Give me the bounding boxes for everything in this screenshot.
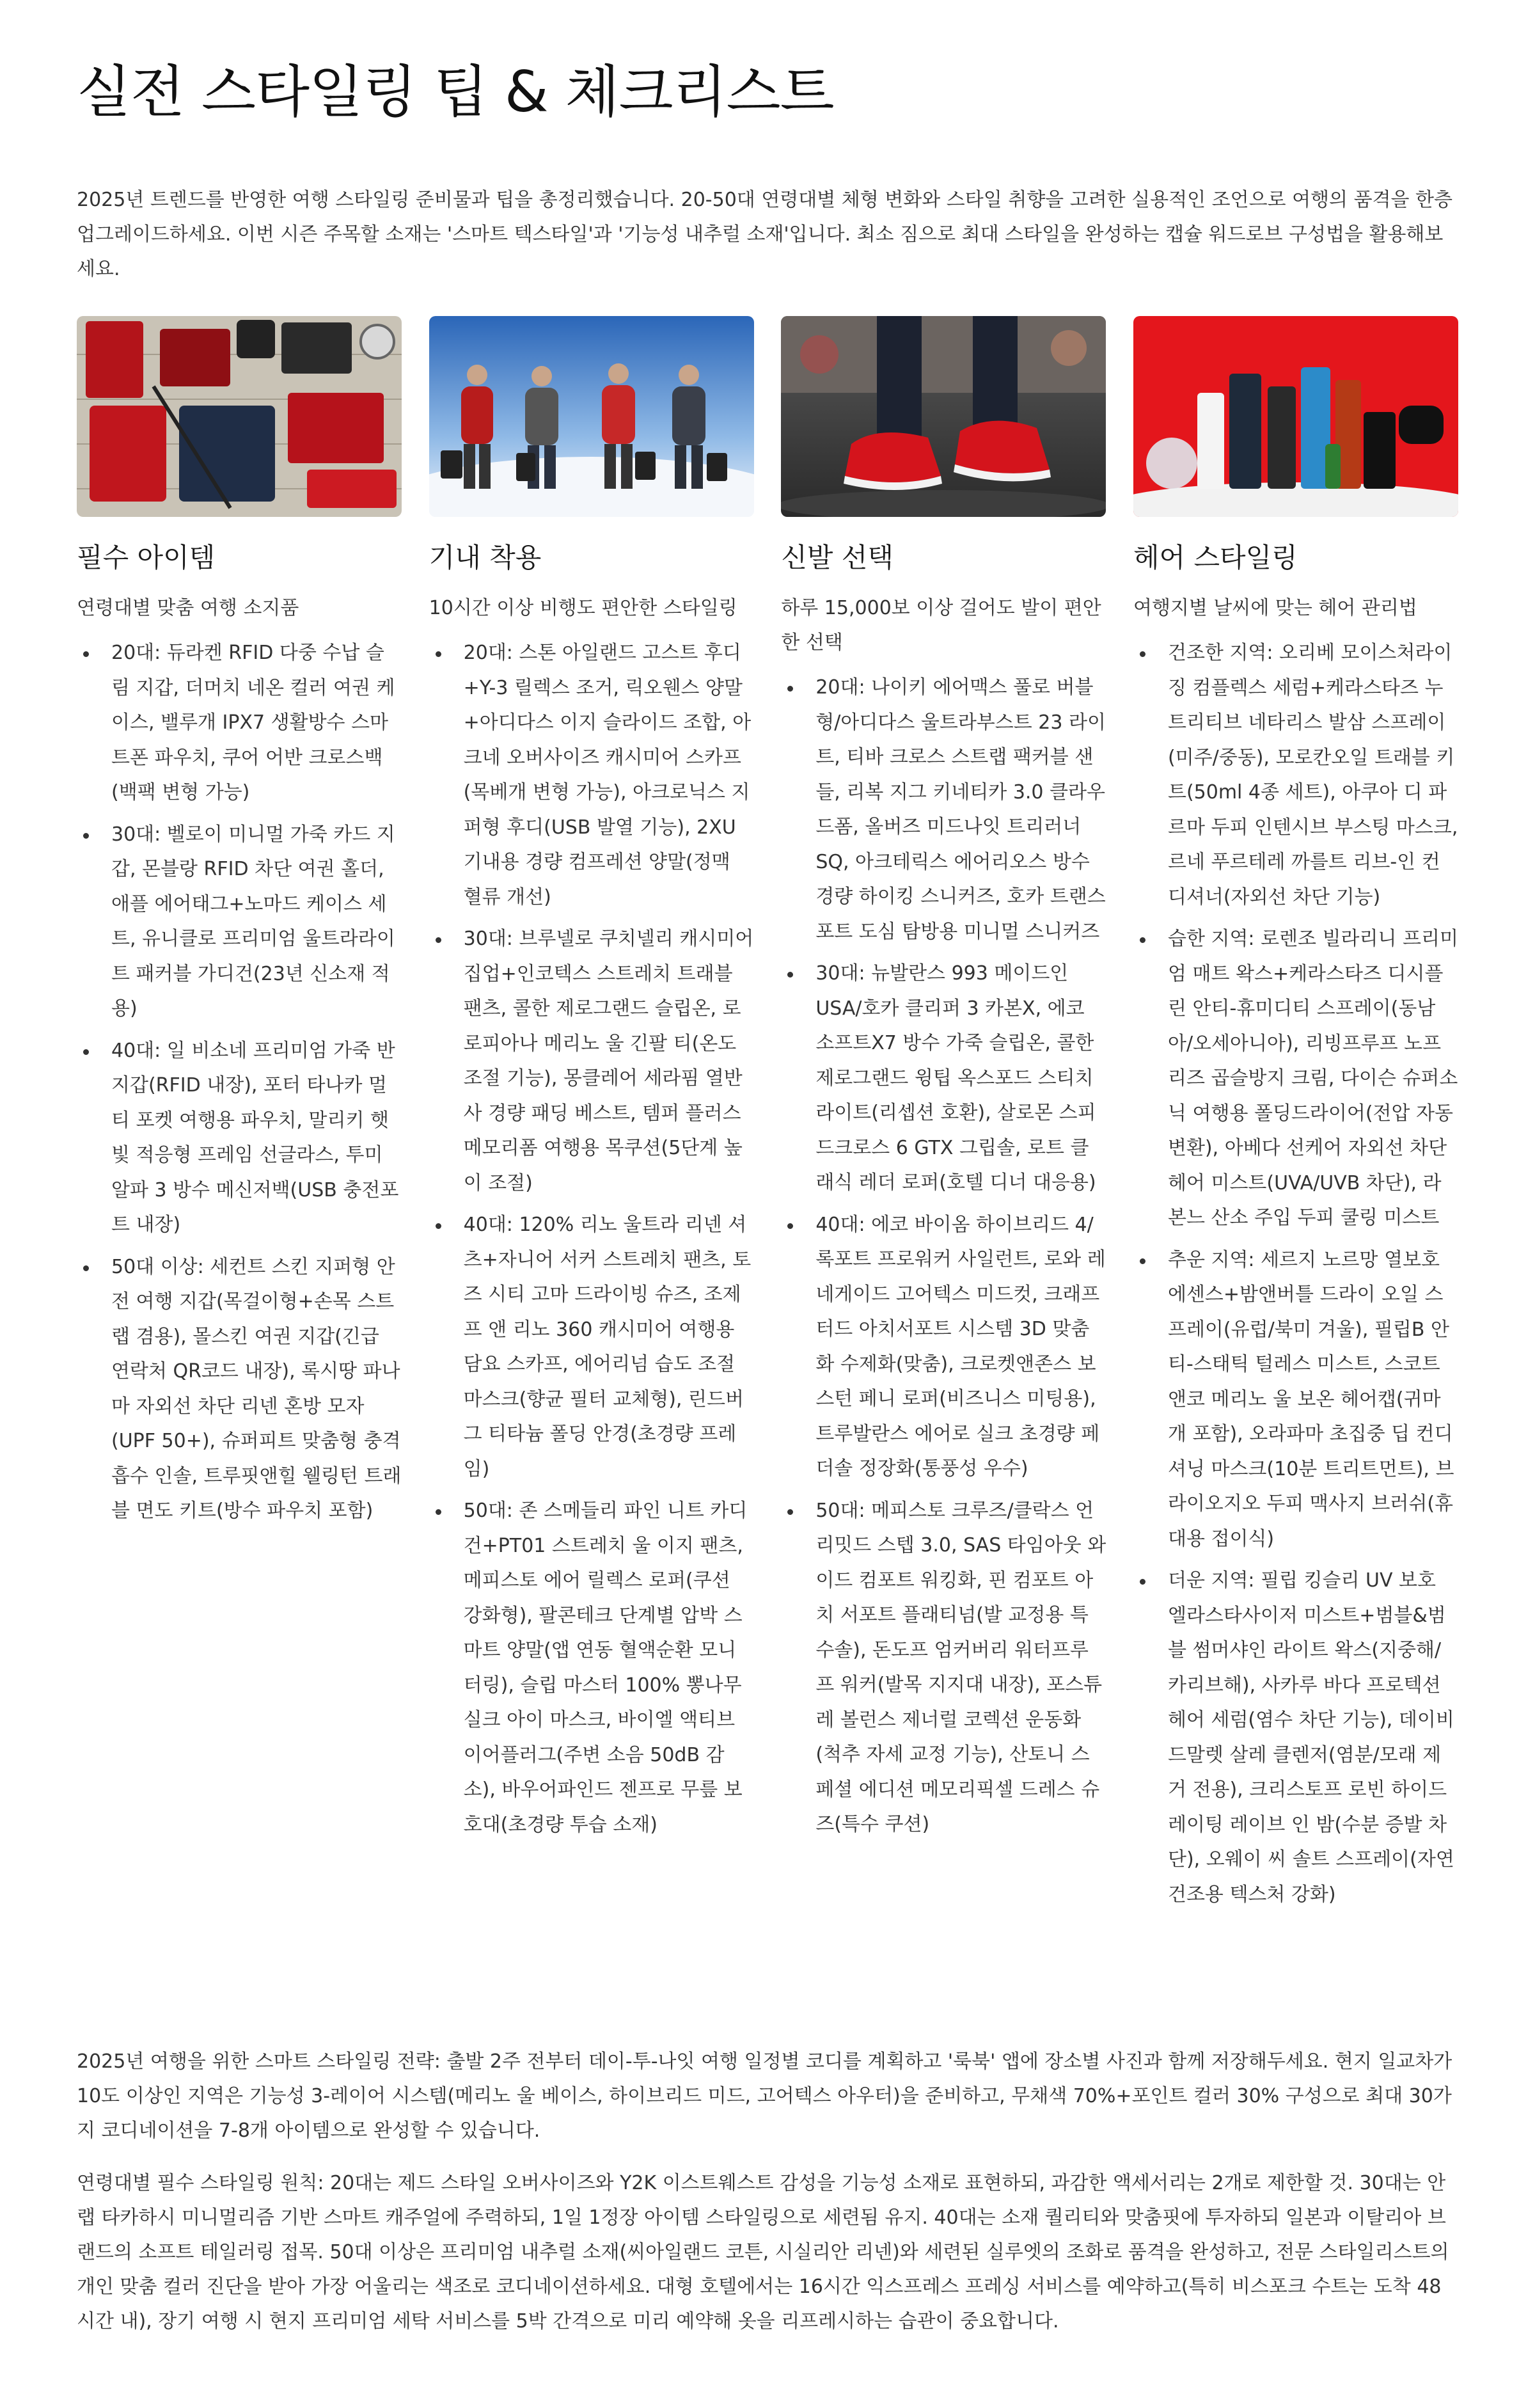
list-item: 습한 지역: 로렌조 빌라리니 프리미엄 매트 왁스+케라스타즈 디시플린 안티-휴미디티 스프레이(동남아/오세아니아), 리빙프루프 노프리즈 곱슬방지 크림, 다이슨 슈퍼소닉 여행용 폴딩드라이어(전압 자동변환), 아베다 선케어 자외선 차단 헤어 미스트(UVA/UVB 차단), 라본느 산소 주입 두피 쿨링 미스트 — [1133, 922, 1458, 1236]
column-heading: 헤어 스타일링 — [1133, 542, 1298, 573]
inflight-photo — [429, 316, 754, 517]
principles-paragraph: 연령대별 필수 스타일링 원칙: 20대는 제드 스타일 오버사이즈와 Y2K 이스트웨스트 감성을 기능성 소재로 표현하되, 과감한 액세서리는 2개로 제한할 것. 30대는 안랩 타카하시 미니멀리즘 기반 스마트 캐주얼에 주력하되, 1일 1정장 아이템 스타일링으로 세련됨 유지. 40대는 소재 퀄리티와 맞춤핏에 투자하되 일본과 이탈리아 브랜드의 소프트 테일러링 접목. 50대 이상은 프리미엄 내추럴 소재(씨아일랜드 코튼, 시실리안 리넨)와 세련된 실루엣의 조화로 품격을 완성하고, 전문 스타일리스트의 개인 맞춤 컬러 진단을 받아 가장 어울리는 색조로 코디네이션하세요. 대형 호텔에서는 16시간 익스프레스 프레싱 서비스를 예약하고(특히 비스포크 수트는 도착 48시간 내), 장기 여행 시 현지 프리미엄 세탁 서비스를 5박 간격으로 미리 예약해 옷을 리프레시하는 습관이 중요합니다. — [77, 2172, 1449, 2333]
list-item: 50대: 존 스메들리 파인 니트 카디건+PT01 스트레치 울 이지 팬츠, 메피스토 에어 릴렉스 로퍼(쿠션 강화형), 팔콘테크 단계별 압박 스마트 양말(앱 연동 혈액순환 모니터링), 슬립 마스터 100% 뽕나무 실크 아이 마스크, 바이엘 액티브 이어플러그(주변 소음 50dB 감소), 바우어파인드 젠프로 무릎 보호대(초경량 투습 소재) — [429, 1494, 754, 1842]
column-heading: 필수 아이템 — [77, 542, 216, 573]
intro-paragraph: 2025년 트렌드를 반영한 여행 스타일링 준비물과 팁을 총정리했습니다. 20-50대 연령대별 체형 변화와 스타일 취향을 고려한 실용적인 조언으로 여행의 품격을 한층 업그레이드하세요. 이번 시즌 주목할 소재는 '스마트 텍스타일'과 '기능성 내추럴 소재'입니다. 최소 짐으로 최대 스타일을 완성하는 캡슐 워드로브 구성법을 활용해보세요. — [77, 189, 1453, 280]
list-item: 30대: 브루넬로 쿠치넬리 캐시미어 집업+인코텍스 스트레치 트래블 팬츠, 콜한 제로그랜드 슬립온, 로로피아나 메리노 울 긴팔 티(온도 조절 기능), 몽클레어 세라핌 열반사 경량 패딩 베스트, 템퍼 플러스 메모리폼 여행용 목쿠션(5단계 높이 조절) — [429, 922, 754, 1201]
list-item: 50대 이상: 세컨트 스킨 지퍼형 안전 여행 지갑(목걸이형+손목 스트랩 겸용), 몰스킨 여권 지갑(긴급 연락처 QR코드 내장), 록시땅 파나마 자외선 차단 리넨 혼방 모자(UPF 50+), 슈퍼피트 맞춤형 충격 흡수 인솔, 트루핏앤힐 웰링턴 트래블 면도 키트(방수 파우치 포함) — [77, 1250, 402, 1529]
article — [77, 54, 1458, 1919]
item-list — [781, 670, 1106, 1842]
column-inflight — [429, 316, 754, 1919]
column-hair — [1133, 316, 1458, 1919]
item-list — [77, 636, 402, 1529]
tips-columns — [77, 316, 1458, 1919]
column-subtitle: 연령대별 맞춤 여행 소지품 — [77, 597, 299, 619]
list-item: 40대: 일 비소네 프리미엄 가죽 반지갑(RFID 내장), 포터 타나카 멀티 포켓 여행용 파우치, 말리키 햇빛 적응형 프레임 선글라스, 투미 알파 3 방수 메신저백(USB 충전포트 내장) — [77, 1034, 402, 1243]
list-item: 건조한 지역: 오리베 모이스처라이징 컴플렉스 세럼+케라스타즈 누트리티브 네타리스 발삼 스프레이(미주/중동), 모로칸오일 트래블 키트(50ml 4종 세트), 아쿠아 디 파르마 두피 인텐시브 부스팅 마스크, 르네 푸르테레 까를트 리브-인 컨디셔너(자외선 차단 기능) — [1133, 636, 1458, 915]
column-subtitle: 10시간 이상 비행도 편안한 스타일링 — [429, 597, 737, 619]
list-item: 30대: 뉴발란스 993 메이드인 USA/호카 클리퍼 3 카본X, 에코 소프트X7 방수 가죽 슬립온, 콜한 제로그랜드 윙팁 옥스포드 스티치라이트(리셉션 호환), 살로몬 스피드크로스 6 GTX 그립솔, 로트 클래식 레더 로퍼(호텔 디너 대응용) — [781, 956, 1106, 1201]
hair-products-photo — [1133, 316, 1458, 517]
essentials-photo — [77, 316, 402, 517]
column-shoes — [781, 316, 1106, 1919]
list-item: 20대: 듀라켄 RFID 다중 수납 슬림 지갑, 더머치 네온 컬러 여권 케이스, 밸루개 IPX7 생활방수 스마트폰 파우치, 쿠어 어반 크로스백(백팩 변형 가능) — [77, 636, 402, 811]
list-item: 추운 지역: 세르지 노르망 열보호 에센스+밤앤버틀 드라이 오일 스프레이(유럽/북미 겨울), 필립B 안티-스태틱 털레스 미스트, 스코트앤코 메리노 울 보온 헤어캡(귀마개 포함), 오라파마 초집중 딥 컨디셔닝 마스크(10분 트리트먼트), 브라이오지오 두피 맥사지 브러쉬(휴대용 접이식) — [1133, 1243, 1458, 1557]
list-item: 더운 지역: 필립 킹슬리 UV 보호 엘라스타사이저 미스트+범블&범블 썸머샤인 라이트 왁스(지중해/카리브해), 사카루 바다 프로텍션 헤어 세럼(염수 차단 기능), 데이비드말렛 살레 클렌저(염분/모래 제거 전용), 크리스토프 로빈 하이드레이팅 레이브 인 밤(수분 증발 차단), 오웨이 씨 솔트 스프레이(자연 건조용 텍스처 강화) — [1133, 1564, 1458, 1912]
column-subtitle: 하루 15,000보 이상 걸어도 발이 편안한 선택 — [781, 597, 1101, 654]
page-title: 실전 스타일링 팁 & 체크리스트 — [77, 59, 834, 125]
list-item: 20대: 스톤 아일랜드 고스트 후디+Y-3 릴렉스 조거, 릭오웬스 양말+아디다스 이지 슬라이드 조합, 아크네 오버사이즈 캐시미어 스카프(목베개 변형 가능), 아크로닉스 지퍼형 후디(USB 발열 기능), 2XU 기내용 경량 컴프레션 양말(정맥 혈류 개선) — [429, 636, 754, 915]
column-heading: 신발 선택 — [781, 542, 893, 573]
list-item: 40대: 에코 바이옴 하이브리드 4/록포트 프로워커 사일런트, 로와 레네게이드 고어텍스 미드컷, 크래프터드 아치서포트 시스템 3D 맞춤화 수제화(맞춤), 크로켓앤존스 보스턴 페니 로퍼(비즈니스 미팅용), 트루발란스 에어로 실크 초경량 페더솔 정장화(통풍성 우수) — [781, 1208, 1106, 1487]
column-heading: 기내 착용 — [429, 542, 542, 573]
list-item: 20대: 나이키 에어맥스 풀로 버블형/아디다스 울트라부스트 23 라이트, 티바 크로스 스트랩 팩커블 샌들, 리복 지그 키네티카 3.0 클라우드폼, 올버즈 미드나잇 트리러너 SQ, 아크테릭스 에어리오스 방수 경량 하이킹 스니커즈, 호카 트랜스포트 도심 탐방용 미니멀 스니커즈 — [781, 670, 1106, 949]
item-list — [429, 636, 754, 1842]
column-essentials — [77, 316, 402, 1919]
list-item: 50대: 메피스토 크루즈/클락스 언리밋드 스텝 3.0, SAS 타임아웃 와이드 컴포트 워킹화, 핀 컴포트 아치 서포트 플래티넘(발 교정용 특수솔), 돈도프 엄커버리 워터프루프 워커(발목 지지대 내장), 포스튜레 볼런스 제너럴 코렉션 운동화(척추 자세 교정 기능), 산토니 스페셜 에디션 메모리픽셀 드레스 슈즈(특수 쿠션) — [781, 1494, 1106, 1842]
strategy-paragraph: 2025년 여행을 위한 스마트 스타일링 전략: 출발 2주 전부터 데이-투-나잇 여행 일정별 코디를 계획하고 '룩북' 앱에 장소별 사진과 함께 저장해두세요. 현지 일교차가 10도 이상인 지역은 기능성 3-레이어 시스템(메리노 울 베이스, 하이브리드 미드, 고어텍스 아우터)을 준비하고, 무채색 70%+포인트 컬러 30% 구성으로 최대 30가지 코디네이션을 7-8개 아이템으로 완성할 수 있습니다. — [77, 2050, 1452, 2142]
list-item: 40대: 120% 리노 울트라 리넨 셔츠+자니어 서커 스트레치 팬츠, 토즈 시티 고마 드라이빙 슈즈, 조제프 앤 리노 360 캐시미어 여행용 담요 스카프, 에어리넘 습도 조절 마스크(향균 필터 교체형), 린드버그 티타늄 폴딩 안경(초경량 프레임) — [429, 1208, 754, 1487]
item-list — [1133, 636, 1458, 1912]
column-subtitle: 여행지별 날씨에 맞는 헤어 관리법 — [1133, 597, 1417, 619]
shoes-photo — [781, 316, 1106, 517]
list-item: 30대: 벨로이 미니멀 가죽 카드 지갑, 몬블랑 RFID 차단 여권 홀더, 애플 에어태그+노마드 케이스 세트, 유니클로 프리미엄 울트라라이트 패커블 가디건(23년 신소재 적용) — [77, 818, 402, 1027]
